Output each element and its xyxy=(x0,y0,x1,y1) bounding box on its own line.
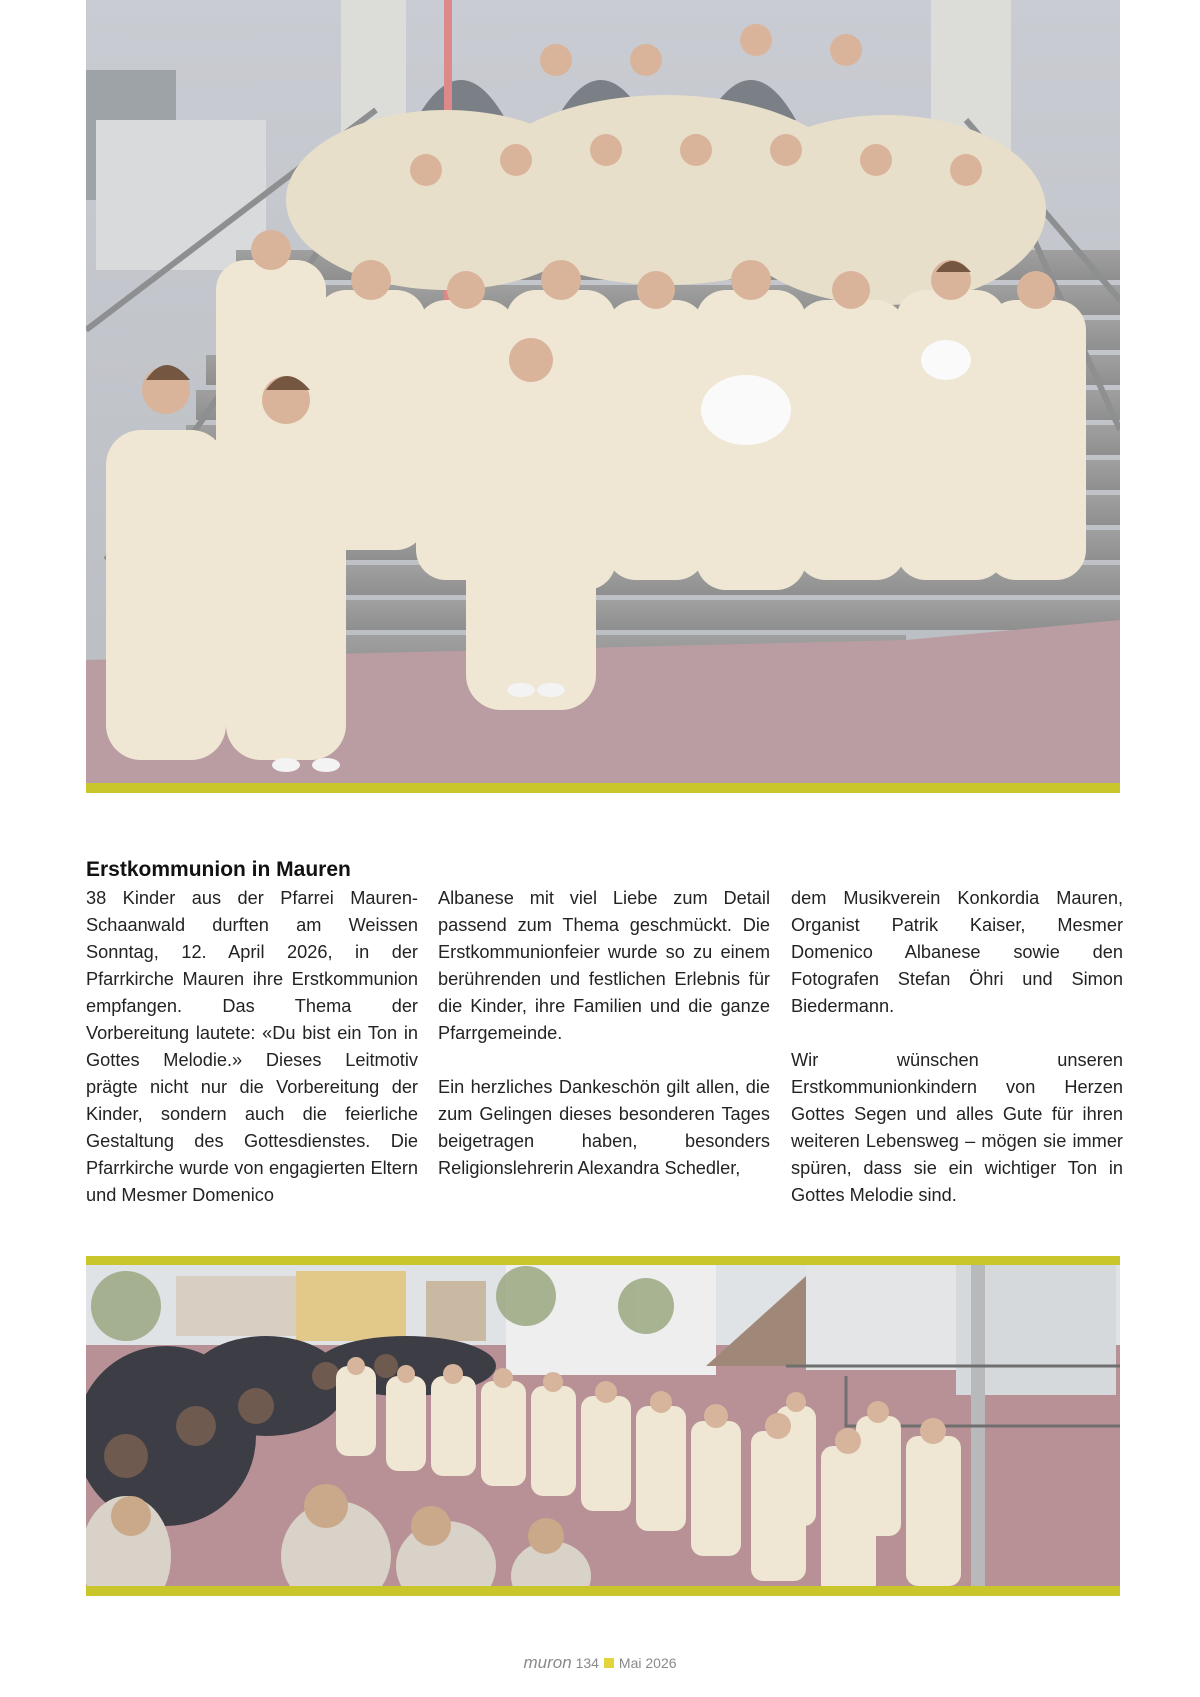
magazine-name: muron xyxy=(523,1653,572,1672)
paragraph: Albanese mit viel Liebe zum Detail passend zum Thema geschmückt. Die Erstkommunionfeier wurde so zu einem berührenden und festlichen Erlebnis für die Kinder, ihre Familien und die ganze Pfarrgemeinde. xyxy=(438,888,770,1043)
article-column-2 xyxy=(438,885,770,1182)
paragraph: Ein herzliches Dankeschön gilt allen, die zum Gelingen dieses besonderen Tages beigetragen haben, besonders Religionslehrerin Alexandra Schedler, xyxy=(438,1077,770,1178)
paragraph: dem Musikverein Konkordia Mauren, Organist Patrik Kaiser, Mesmer Domenico Albanese sowie den Fotografen Stefan Öhri und Simon Biedermann. xyxy=(791,888,1123,1016)
paragraph: 38 Kinder aus der Pfarrei Mauren-Schaanwald durften am Weissen Sonntag, 12. April 2026, in der Pfarrkirche Mauren ihre Erstkommunion empfangen. Das Thema der Vorbereitung lautete: «Du bist ein Ton in Gottes Melodie.» Dieses Leitmotiv prägte nicht nur die Vorbereitung der Kinder, sondern auch die feierliche Gestaltung des Gottesdienstes. Die Pfarrkirche wurde von engagierten Eltern und Mesmer Domenico xyxy=(86,888,418,1205)
article-column-1 xyxy=(86,885,418,1209)
square-icon xyxy=(604,1658,614,1668)
issue-date: Mai 2026 xyxy=(618,1655,677,1671)
paragraph: Wir wünschen unseren Erstkommunionkindern von Herzen Gottes Segen und alles Gute für ihren weiteren Lebensweg – mögen sie immer spüren, dass sie ein wichtiger Ton in Gottes Melodie sind. xyxy=(791,1050,1123,1205)
procession-photo xyxy=(86,1256,1120,1596)
article-column-3 xyxy=(791,885,1123,1209)
page-footer xyxy=(0,1653,1200,1673)
group-photo xyxy=(86,0,1120,793)
issue-number: 134 xyxy=(575,1655,599,1671)
article-title: Erstkommunion in Mauren xyxy=(86,858,351,881)
